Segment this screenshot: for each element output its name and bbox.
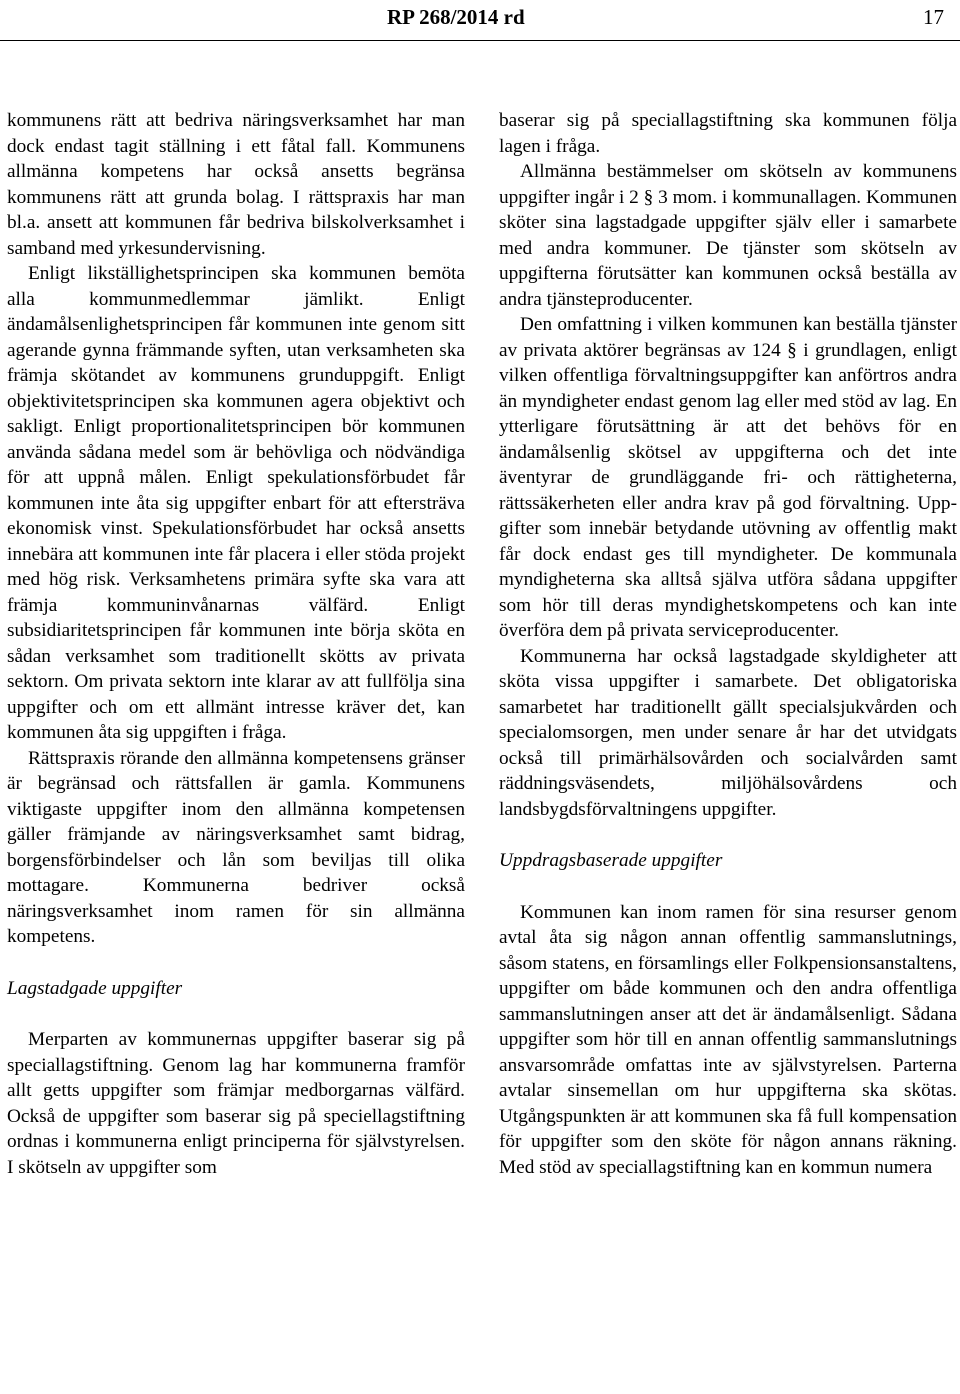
right-column bbox=[499, 108, 957, 1180]
paragraph: baserar sig på speciallagstiftning ska kommunen följa lagen i fråga. bbox=[499, 110, 957, 157]
paragraph: Rättspraxis rörande den allmänna kompetensens gränser är begränsad och rättsfallen är gamla. Kommunens viktigaste uppgifter inom den allmänna kompetensen gäller främjande av näringsverksamhet samt bidrag, borgensförbindelser och lån som beviljas till olika mottagare. Kommunerna bedriver också näringsverksamhet inom ramen för sin allmänna kompetens. bbox=[7, 747, 465, 947]
section-heading: Lagstadgade uppgifter bbox=[7, 977, 183, 999]
page-header bbox=[0, 0, 960, 36]
header-rule bbox=[0, 40, 960, 41]
paragraph: kommunens rätt att bedriva näringsverksamhet har man dock endast tagit ställning i ett fåtal fall. Kommunens allmänna kompetens har också ansetts begränsa kommunens rätt att grunda bolag. I rättspraxis har man bl.a. ansett att kommunen får bedriva bilskolverksamhet i samband med yrkesundervisning. bbox=[7, 110, 465, 259]
document-id: RP 268/2014 rd bbox=[387, 5, 525, 29]
spacer bbox=[499, 874, 957, 900]
paragraph: Den omfattning i vilken kommunen kan beställa tjänster av privata aktörer begränsas av 124 § i grundlagen, enligt vilken offentliga förvaltningsuppgifter kan anförtros andra än myndigheter endast genom lag eller med stöd av lag. En ytterligare förutsättning är att det behövs för en ändamålsenlig skötsel av uppgifterna och det inte äventyrar de grundläggande fri- och rättigheterna, rättssäkerheten eller andra krav på god förvaltning. Uppgifter som innebär betydande utövning av offentlig makt får dock endast ges till myndigheter. De kommunala myndigheterna ska alltså själva utföra sådana uppgifter som hör till deras myndighetskompetens och kan inte överföra dem på privata serviceproducenter. bbox=[499, 314, 957, 641]
paragraph: Merparten av kommunernas uppgifter baserar sig på speciallagstiftning. Genom lag har kommunerna framför allt getts uppgifter som främjar medborgarnas välfärd. Också de uppgifter som baserar sig på speciellagstiftning ordnas i kommunerna enligt principerna för självstyrelsen. I skötseln av uppgifter som bbox=[7, 1029, 465, 1178]
spacer bbox=[7, 950, 465, 976]
spacer bbox=[499, 822, 957, 848]
paragraph: Kommunen kan inom ramen för sina resurser genom avtal åta sig någon annan offentlig sammanslutnings, såsom statens, en församlings eller Folkpensionsanstaltens, uppgifter om både kommunen och den andra offentliga sammanslutningen anser att det är ändamålsenligt. Sådana uppgifter som hör till en annan offentlig sammanslutnings ansvarsområde omfattas inte av självstyrelsen. Parterna avtalar sinsemellan om hur uppgifterna ska skötas. Utgångspunkten är att kommunen ska få full kompensation för uppgifter som den sköte för någon annans räkning. Med stöd av speciallagstiftning kan en kommun numera bbox=[499, 901, 957, 1178]
paragraph: Kommunerna har också lagstadgade skyldigheter att sköta vissa uppgifter i samarbete. Det obligatoriska samarbetet har traditionellt gällt specialsjukvården och specialomsorgen, men under senare år har det utvidgats också till primärhälsovården och socialvården samt räddningsväsendets, miljöhälsovårdens och landsbygdsförvaltningens uppgifter. bbox=[499, 645, 957, 820]
left-column bbox=[7, 108, 465, 1180]
paragraph: Enligt likställighetsprincipen ska kommunen bemöta alla kommunmedlemmar jämlikt. Enligt ändamålsenlighetsprincipen får kommunen inte genom sitt agerande gynna främmande syften, utan verksamheten ska främja skötandet av kommunens grunduppgift. Enligt objektivitetsprincipen ska kommunen agera objektivt och sakligt. Enligt proportionalitetsprincipen bör kommunen använda sådana medel som är behövliga och nödvändiga för att uppnå målen. Enligt spekulationsförbudet får kommunen inte åta sig uppgifter enbart för att eftersträva ekonomisk vinst. Spekulationsförbudet har också ansetts innebära att kommunen inte får placera i eller stöda projekt med hög risk. Verksamhetens primära syfte ska vara att främja kommuninvånarnas välfärd. Enligt subsidiaritetsprincipen får kommunen inte börja sköta en sådan verksamhet som traditionellt skötts av privata sektorn. Om privata sektorn inte klarar av att fullfölja sina uppgifter och om ett allmänt intresse kräver det, kan kommunen åta sig uppgiften i fråga. bbox=[7, 263, 465, 743]
paragraph: Allmänna bestämmelser om skötseln av kommunens uppgifter ingår i 2 § 3 mom. i kommunallagen. Kommunen sköter sina lagstadgade uppgifter själv eller i samarbete med andra kommuner. De tjänster som skötseln av uppgifterna förutsätter kan kommunen också beställa av andra tjänsteproducenter. bbox=[499, 161, 957, 310]
spacer bbox=[7, 1001, 465, 1027]
page-number: 17 bbox=[923, 5, 944, 29]
section-heading: Uppdragsbaserade uppgifter bbox=[499, 850, 723, 871]
